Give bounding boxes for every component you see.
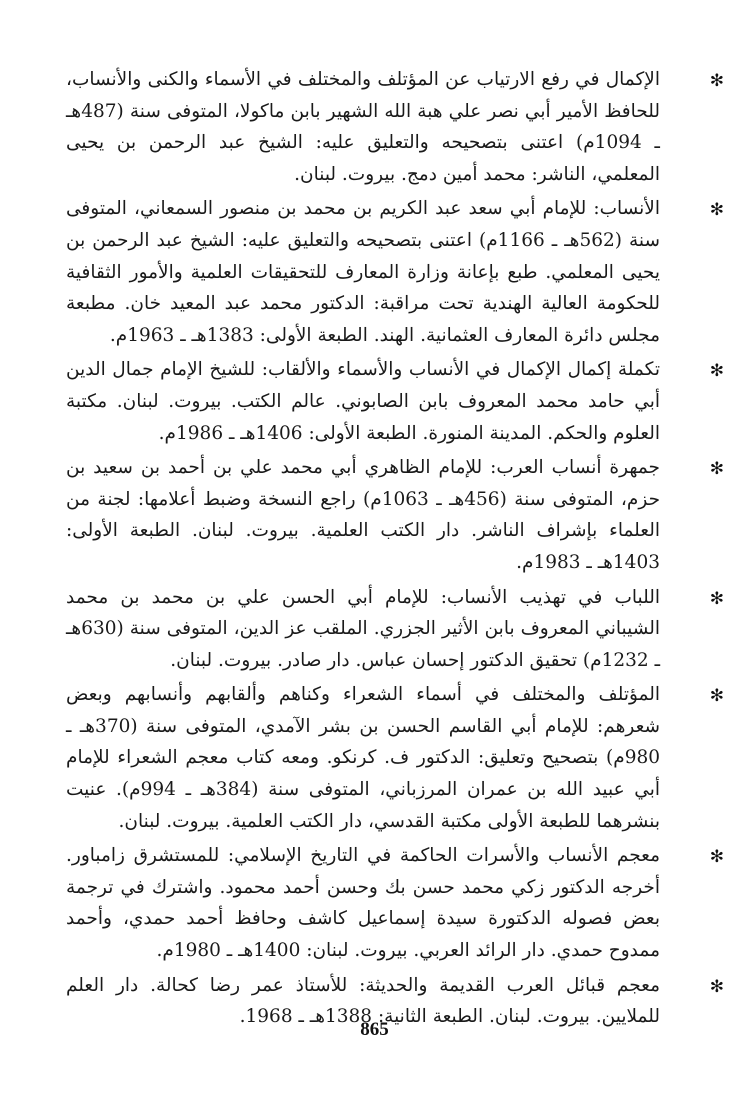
bibliography-entry: [66, 582, 724, 677]
bibliography-entry: [66, 354, 724, 449]
bibliography-entry: [66, 193, 724, 351]
entry-text: الإكمال في رفع الارتياب عن المؤتلف والمختلف في الأسماء والكنى والأنساب، للحافظ الأمير أبي نصر علي هبة الله الشهير بابن ماكولا، المتوفى سنة (487هـ ـ 1094م) اعتنى بتصحيحه والتعليق عليه: الشيخ عبد الرحمن بن يحيى المعلمي، الناشر: محمد أمين دمج. بيروت. لبنان.: [66, 69, 660, 185]
asterisk-bullet-icon: ✻: [709, 200, 724, 221]
bibliography-list: [66, 64, 724, 1036]
bibliography-entry: [66, 452, 724, 578]
asterisk-bullet-icon: ✻: [709, 847, 724, 868]
entry-text: المؤتلف والمختلف في أسماء الشعراء وكناهم وألقابهم وأنسابهم وبعض شعرهم: للإمام أبي القاسم الحسن بن بشر الآمدي، المتوفى سنة (370هـ ـ 980م) بتصحيح وتعليق: الدكتور ف. كرنكو. ومعه كتاب معجم الشعراء للإمام أبي عبيد الله بن عمران المرزباني، المتوفى سنة (384هـ ـ 994م). عنيت بنشرهما للطبعة الأولى مكتبة القدسي، دار الكتب العلمية. بيروت. لبنان.: [66, 684, 661, 832]
entry-text: معجم الأنساب والأسرات الحاكمة في التاريخ الإسلامي: للمستشرق زامباور. أخرجه الدكتور زكي محمد حسن بك وحسن أحمد محمود. واشترك في ترجمة بعض فصوله الدكتورة سيدة إسماعيل كاشف وحافظ أحمد حمدي، وأحمد ممدوح حمدي. دار الرائد العربي. بيروت. لبنان: 1400هـ ـ 1980م.: [66, 845, 660, 962]
bibliography-entry: [66, 64, 724, 190]
asterisk-bullet-icon: ✻: [709, 361, 724, 382]
asterisk-bullet-icon: ✻: [709, 976, 724, 997]
entry-text: الأنساب: للإمام أبي سعد عبد الكريم بن محمد بن منصور السمعاني، المتوفى سنة (562هـ ـ 1166م) اعتنى بتصحيحه والتعليق عليه: الشيخ عبد الرحمن بن يحيى المعلمي. طبع بإعانة وزارة المعارف للتحقيقات العلمية والأمور الثقافية للحكومة العالية الهندية تحت مراقبة: الدكتور محمد عبد المعيد خان. مطبعة مجلس دائرة المعارف العثمانية. الهند. الطبعة الأولى: 1383هـ ـ 1963م.: [66, 198, 661, 346]
page-number: 865: [360, 1019, 389, 1040]
bibliography-entry: [66, 679, 724, 837]
asterisk-bullet-icon: ✻: [709, 459, 724, 480]
asterisk-bullet-icon: ✻: [709, 686, 724, 707]
asterisk-bullet-icon: ✻: [709, 71, 724, 91]
bibliography-entry: [66, 840, 724, 966]
entry-text: معجم قبائل العرب القديمة والحديثة: للأستاذ عمر رضا كحالة. دار العلم للملايين. بيروت. لبنان. الطبعة الثانية: 1388هـ ـ 1968.: [66, 974, 660, 1028]
entry-text: جمهرة أنساب العرب: للإمام الظاهري أبي محمد علي بن أحمد بن سعيد بن حزم، المتوفى سنة (456هـ ـ 1063م) راجع النسخة وضبط أعلامها: لجنة من العلماء بإشراف الناشر. دار الكتب العلمية. بيروت. لبنان. الطبعة الأولى: 1403هـ ـ 1983م.: [66, 457, 661, 573]
entry-text: تكملة إكمال الإكمال في الأنساب والأسماء والألقاب: للشيخ الإمام جمال الدين أبي حامد محمد المعروف بابن الصابوني. عالم الكتب. بيروت. لبنان. مكتبة العلوم والحكم. المدينة المنورة. الطبعة الأولى: 1406هـ ـ 1986م.: [66, 359, 660, 444]
entry-text: اللباب في تهذيب الأنساب: للإمام أبي الحسن علي بن محمد بن محمد الشيباني المعروف بابن الأثير الجزري. الملقب عز الدين، المتوفى سنة (630هـ ـ 1232م) تحقيق الدكتور إحسان عباس. دار صادر. بيروت. لبنان.: [66, 586, 660, 671]
asterisk-bullet-icon: ✻: [709, 588, 724, 609]
